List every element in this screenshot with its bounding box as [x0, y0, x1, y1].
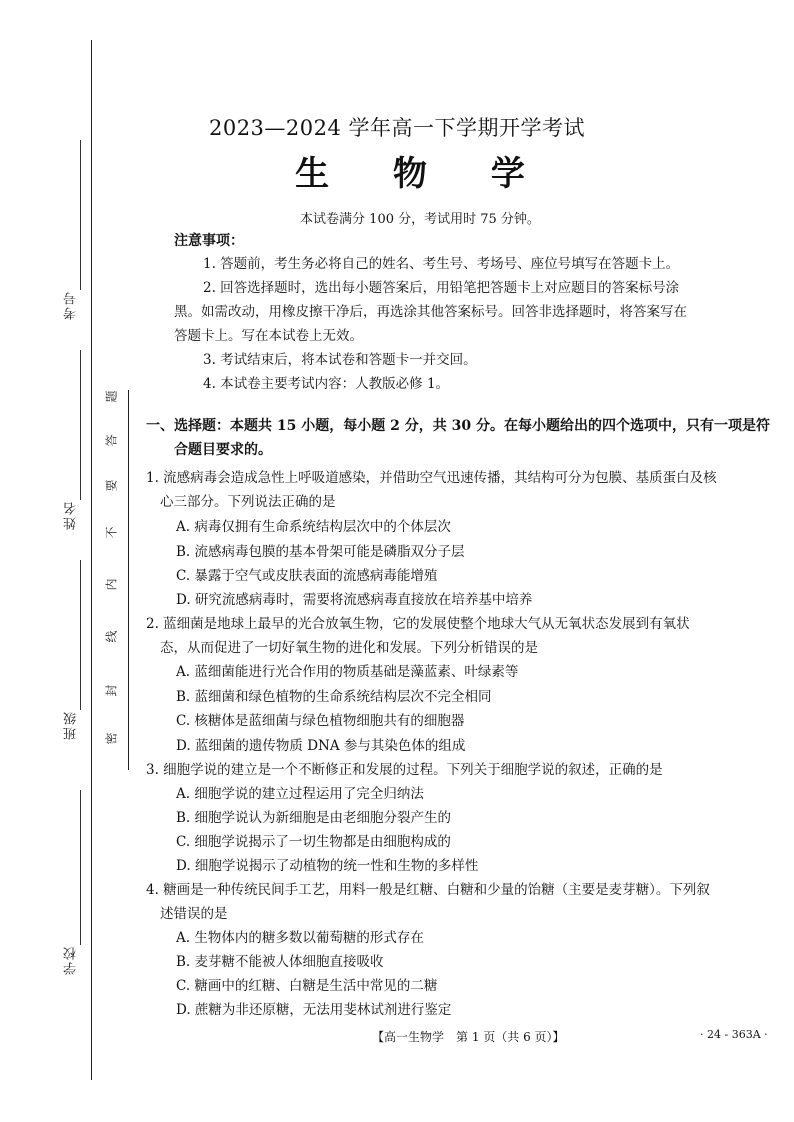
option: B. 麦芽糖不能被人体细胞直接吸收	[176, 954, 384, 970]
option: D. 蔗糖为非还原糖，无法用斐林试剂进行鉴定	[176, 1002, 452, 1018]
notes-heading: 注意事项：	[174, 233, 244, 249]
option: B. 流感病毒包膜的基本骨架可能是磷脂双分子层	[176, 544, 465, 560]
school-blank	[80, 790, 81, 945]
question-1-stem: 心三部分。下列说法正确的是	[160, 494, 336, 510]
note-line: 1. 答题前，考生务必将自己的姓名、考生号、考场号、座位号填写在答题卡上。	[203, 256, 680, 272]
name-label: 姓名	[64, 500, 79, 530]
exam-number-label: 考号	[64, 290, 79, 320]
question-2-stem: 2. 蓝细菌是地球上最早的光合放氧生物，它的发展使整个地球大气从无氧状态发展到有氧状	[146, 616, 690, 632]
school-label: 学校	[64, 945, 79, 975]
option: A. 蓝细菌能进行光合作用的物质基础是藻蓝素、叶绿素等	[176, 664, 519, 680]
binding-line-inner	[128, 390, 129, 770]
note-line: 3. 考试结束后，将本试卷和答题卡一并交回。	[203, 352, 477, 368]
seal-char: 题	[104, 390, 119, 403]
question-2-stem: 态，从而促进了一切好氧生物的进化和发展。下列分析错误的是	[160, 640, 538, 656]
seal-char: 不	[104, 526, 119, 539]
option: D. 研究流感病毒时，需要将流感病毒直接放在培养基中培养	[176, 592, 533, 608]
question-4-stem: 4. 糖画是一种传统民间手工艺，用料一般是红糖、白糖和少量的饴糖（主要是麦芽糖）。下列叙	[146, 882, 710, 898]
note-line: 4. 本试卷主要考试内容：人教版必修 1。	[203, 376, 450, 392]
note-line: 答题卡上。写在本试卷上无效。	[174, 328, 363, 344]
option: A. 病毒仅拥有生命系统结构层次中的个体层次	[176, 519, 451, 535]
seal-char: 要	[104, 479, 119, 492]
subject-title: 生 物 学	[295, 154, 551, 194]
exam-title: 2023—2024 学年高一下学期开学考试	[208, 116, 586, 140]
option: A. 生物体内的糖多数以葡萄糖的形式存在	[176, 930, 424, 946]
class-label: 班级	[64, 710, 79, 740]
exam-info: 本试卷满分 100 分，考试用时 75 分钟。	[300, 212, 540, 227]
question-3-stem: 3. 细胞学说的建立是一个不断修正和发展的过程。下列关于细胞学说的叙述，正确的是	[146, 762, 663, 778]
option: C. 暴露于空气或皮肤表面的流感病毒能增殖	[176, 568, 438, 584]
note-line: 2. 回答选择题时，选出每小题答案后，用铅笔把答题卡上对应题目的答案标号涂	[203, 280, 680, 296]
question-4-stem: 述错误的是	[160, 906, 228, 922]
seal-char: 内	[104, 578, 119, 591]
seal-char: 线	[104, 630, 119, 643]
option: B. 细胞学说认为新细胞是由老细胞分裂产生的	[176, 810, 452, 826]
seal-char: 密	[104, 732, 119, 745]
option: C. 糖画中的红糖、白糖是生活中常见的二糖	[176, 978, 438, 994]
section-heading-line: 合题目要求的。	[174, 442, 272, 458]
section-heading	[146, 414, 770, 462]
option: C. 核糖体是蓝细菌与绿色植物细胞共有的细胞器	[176, 713, 465, 729]
note-line: 黑。如需改动，用橡皮擦干净后，再选涂其他答案标号。回答非选择题时，将答案写在	[174, 304, 687, 320]
seal-char: 封	[104, 684, 119, 697]
exam-code: · 24 - 363A ·	[700, 1028, 768, 1041]
option: D. 蓝细菌的遗传物质 DNA 参与其染色体的组成	[176, 738, 466, 754]
option: B. 蓝细菌和绿色植物的生命系统结构层次不完全相同	[176, 689, 492, 705]
seal-char: 答	[104, 434, 119, 447]
option: D. 细胞学说揭示了动植物的统一性和生物的多样性	[176, 858, 479, 874]
option: C. 细胞学说揭示了一切生物都是由细胞构成的	[176, 834, 451, 850]
page-footer: 【高一生物学 第 1 页（共 6 页）】	[372, 1030, 565, 1044]
name-blank	[80, 350, 81, 500]
question-1-stem: 1. 流感病毒会造成急性上呼吸道感染，并借助空气迅速传播，其结构可分为包膜、基质蛋白及核	[146, 470, 717, 486]
section-heading-line: 一、选择题：本题共 15 小题，每小题 2 分，共 30 分。在每小题给出的四个选项中，只有一项是符	[146, 418, 770, 434]
class-blank	[80, 560, 81, 710]
binding-line-outer	[91, 40, 92, 1080]
option: A. 细胞学说的建立过程运用了完全归纳法	[176, 786, 424, 802]
